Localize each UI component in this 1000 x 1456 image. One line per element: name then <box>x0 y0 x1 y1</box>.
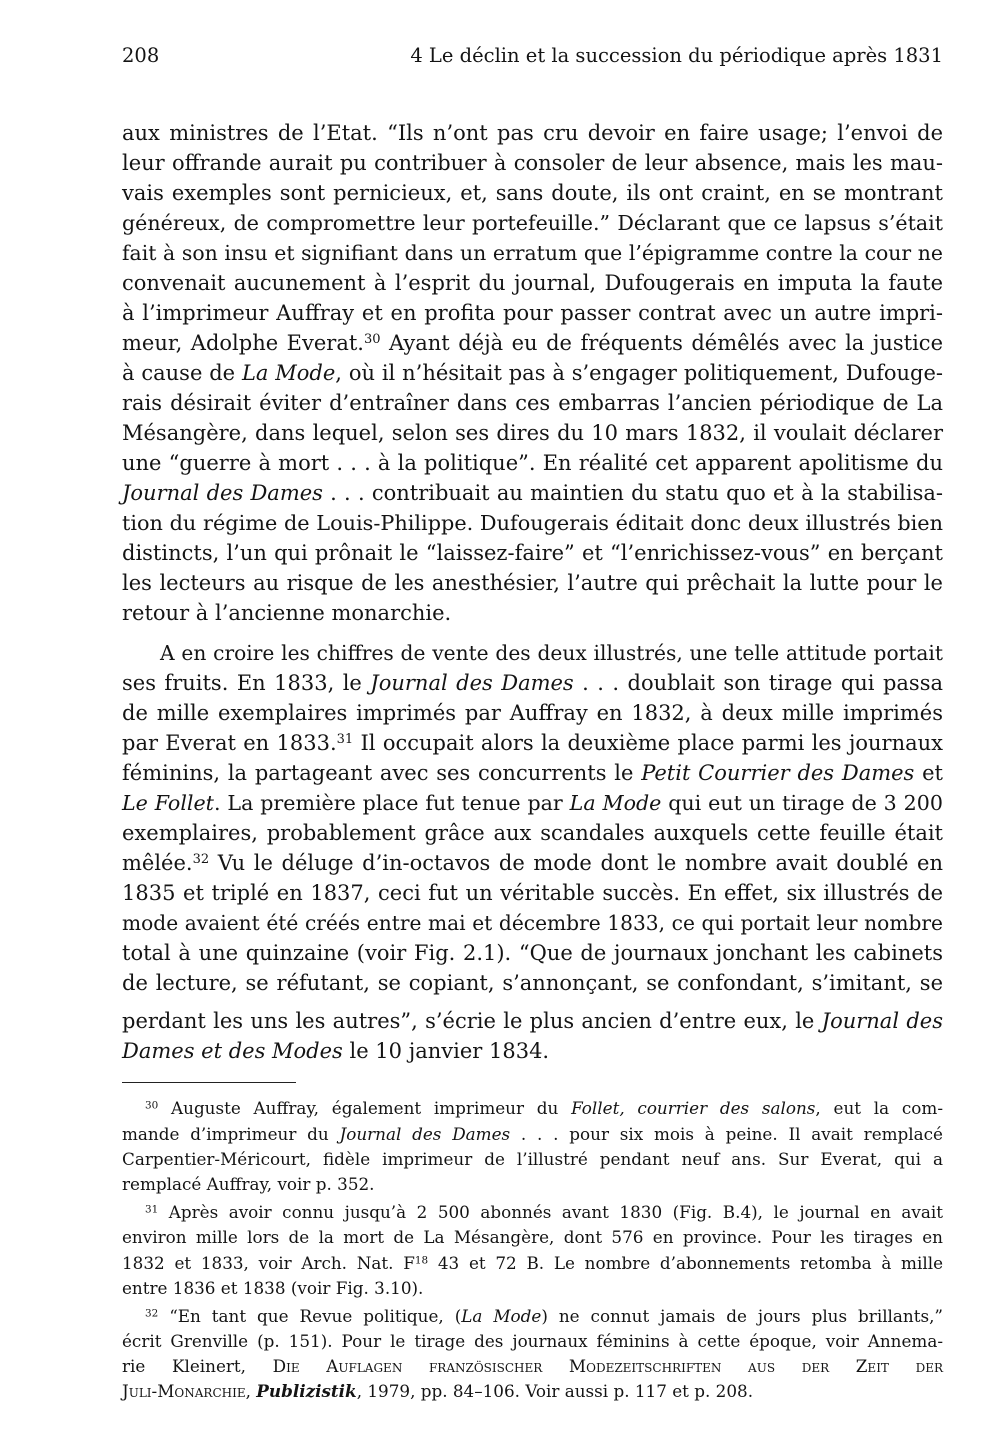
text-run: , 1979, pp. 84–106. Voir aussi p. 117 et p. 208. <box>356 1381 754 1401</box>
text-run: Vu le déluge d’in-octavos de mode dont le nombre avait doublé en <box>209 851 943 875</box>
footnote-31-line <box>122 1251 943 1276</box>
title-la-mode: La Mode <box>569 791 662 815</box>
footnote-31-line: environ mille lors de la mort de La Mésangère, dont 576 en province. Pour les tirages en <box>122 1227 943 1247</box>
text-line <box>122 1006 943 1036</box>
title-le-follet: Le Follet <box>122 791 214 815</box>
text-line: 1835 et triplé en 1837, ceci fut un véritable succès. En effet, six illustrés de <box>122 881 943 905</box>
text-line <box>122 478 943 508</box>
text-line: rais désirait éviter d’entraîner dans ces embarras l’ancien périodique de La <box>122 391 943 415</box>
footnote-ref-30: 30 <box>363 331 381 347</box>
page-header <box>122 44 943 80</box>
text-line <box>122 1036 943 1066</box>
running-head: 4 Le déclin et la succession du périodique après 1831 <box>410 44 943 67</box>
page-number: 208 <box>122 44 160 67</box>
text-run: rie Kleinert, <box>122 1356 273 1376</box>
article-title: Juli-Monarchie <box>122 1381 246 1401</box>
footnote-number-31: 31 <box>145 1203 159 1216</box>
text-line: mode avaient été créés entre mai et décembre 1833, ce qui portait leur nombre <box>122 911 943 935</box>
text-line <box>122 728 943 758</box>
text-run: Il occupait alors la deuxième place parmi les journaux <box>353 731 943 755</box>
footnote-30-line: remplacé Auffray, voir p. 352. <box>122 1174 375 1194</box>
title-petit-courrier: Petit Courrier des Dames <box>641 761 915 785</box>
title-journal-des-dames: Journal des Dames <box>370 671 574 695</box>
text-run: , <box>245 1381 257 1401</box>
footnote-number-32: 32 <box>145 1307 159 1320</box>
text-line: généreux, de compromettre leur portefeuille.” Déclarant que ce lapsus s’était <box>122 211 943 235</box>
text-line: les lecteurs au risque de les anesthésier, l’autre qui prêchait la lutte pour le <box>122 571 943 595</box>
text-line: tion du régime de Louis-Philippe. Dufougerais éditait donc deux illustrés bien <box>122 511 943 535</box>
footnote-ref-32: 32 <box>192 851 210 867</box>
text-run: à cause de <box>122 361 242 385</box>
text-run: . La première place fut tenue par <box>213 791 570 815</box>
footnote-31-line: entre 1836 et 1838 (voir Fig. 3.10). <box>122 1278 424 1298</box>
footnote-32-line <box>122 1354 943 1379</box>
text-line: à l’imprimeur Auffray et en profita pour passer contrat avec un autre impri- <box>122 301 943 325</box>
text-run: qui eut un tirage de 3 200 <box>661 791 943 815</box>
text-run: et <box>914 761 943 785</box>
text-run: , eut la com- <box>815 1098 943 1118</box>
text-run: Ayant déjà eu de fréquents démêlés avec la justice <box>380 331 943 355</box>
text-line: distincts, l’un qui prônait le “laissez-faire” et “l’enrichissez-vous” en berçant <box>122 541 943 565</box>
article-title: Die Auflagen französischer Modezeitschriften aus der Zeit der <box>272 1356 944 1376</box>
paragraph-first-line: A en croire les chiffres de vente des deux illustrés, une telle attitude portait <box>160 641 943 665</box>
text-run: mêlée. <box>122 851 193 875</box>
title-journal-des-dames: Journal des Dames <box>339 1124 511 1144</box>
text-line <box>122 848 943 878</box>
text-run: . . . pour six mois à peine. Il avait remplacé <box>510 1124 943 1144</box>
text-run: . . . contribuait au maintien du statu quo et à la stabilisa- <box>322 481 944 505</box>
text-run: ses fruits. En 1833, le <box>122 671 371 695</box>
text-run: Après avoir connu jusqu’à 2 500 abonnés avant 1830 (Fig. B.4), le journal en avait <box>158 1202 943 1222</box>
footnote-ref-31: 31 <box>336 731 354 747</box>
text-line: de lecture, se réfutant, se copiant, s’annonçant, se confondant, s’imitant, se <box>122 971 943 995</box>
text-line: fait à son insu et signifiant dans un erratum que l’épigramme contre la cour ne <box>122 241 943 265</box>
text-line: vais exemples sont pernicieux, et, sans doute, ils ont craint, en se montrant <box>122 181 943 205</box>
text-run: le 10 janvier 1834. <box>342 1039 550 1063</box>
footnote-30-line: Carpentier-Méricourt, fidèle imprimeur de l’illustré pendant neuf ans. Sur Everat, qui a <box>122 1149 943 1169</box>
text-line <box>122 788 943 818</box>
title-la-mode: La Mode <box>461 1306 542 1326</box>
text-line: de mille exemplaires imprimés par Auffray en 1832, à deux mille imprimés <box>122 701 943 725</box>
text-run: meur, Adolphe Everat. <box>122 331 364 355</box>
journal-publizistik: Publizistik <box>256 1381 357 1401</box>
title-journal-des-dames: Journal des Dames <box>122 481 323 505</box>
text-line: total à une quinzaine (voir Fig. 2.1). “Que de journaux jonchant les cabinets <box>122 941 943 965</box>
footnote-32-line: écrit Grenville (p. 151). Pour le tirage des journaux féminins à cette époque, voir Annema- <box>122 1331 943 1351</box>
text-line: Mésangère, dans lequel, selon ses dires du 10 mars 1832, il voulait déclarer <box>122 421 943 445</box>
footnote-30-line <box>145 1096 943 1121</box>
text-run: par Everat en 1833. <box>122 731 337 755</box>
text-run: , où il n’hésitait pas à s’engager politiquement, Dufouge- <box>335 361 943 385</box>
footnote-32-line <box>145 1304 943 1329</box>
title-dames-et-des-modes: Dames et des Modes <box>122 1039 343 1063</box>
text-run: féminins, la partageant avec ses concurrents le <box>122 761 642 785</box>
text-run: mande d’imprimeur du <box>122 1124 340 1144</box>
footnote-rule <box>122 1082 296 1083</box>
text-run: perdant les uns les autres”, s’écrie le plus ancien d’entre eux, le <box>122 1009 822 1033</box>
text-run: 43 et 72 B. Le nombre d’abonnements retomba à mille <box>428 1253 943 1273</box>
text-line <box>122 758 943 788</box>
text-run: “En tant que Revue politique, ( <box>158 1306 462 1326</box>
footnote-number-30: 30 <box>145 1099 159 1112</box>
title-journal-des: Journal des <box>821 1009 943 1033</box>
text-run: . . . doublait son tirage qui passa <box>573 671 944 695</box>
superscript-18: 18 <box>414 1254 429 1267</box>
title-follet-courrier: Follet, courrier des salons <box>571 1098 816 1118</box>
footnote-31-line <box>145 1200 943 1225</box>
text-run: Auguste Auffray, également imprimeur du <box>158 1098 572 1118</box>
text-run: ) ne connut jamais de jours plus brillants,” <box>541 1306 944 1326</box>
text-line: convenait aucunement à l’esprit du journal, Dufougerais en imputa la faute <box>122 271 943 295</box>
footnote-32-line <box>122 1379 943 1404</box>
text-line <box>122 358 943 388</box>
text-line: une “guerre à mort . . . à la politique”. En réalité cet apparent apolitisme du <box>122 451 943 475</box>
text-line: exemplaires, probablement grâce aux scandales auxquels cette feuille était <box>122 821 943 845</box>
text-line: aux ministres de l’Etat. “Ils n’ont pas cru devoir en faire usage; l’envoi de <box>122 121 943 145</box>
footnote-30-line <box>122 1122 943 1147</box>
text-run: 1832 et 1833, voir Arch. Nat. F <box>122 1253 415 1273</box>
text-line: leur offrande aurait pu contribuer à consoler de leur absence, mais les mau- <box>122 151 943 175</box>
title-la-mode: La Mode <box>241 361 336 385</box>
text-line <box>122 328 943 358</box>
text-line <box>122 668 943 698</box>
text-line: retour à l’ancienne monarchie. <box>122 601 452 625</box>
